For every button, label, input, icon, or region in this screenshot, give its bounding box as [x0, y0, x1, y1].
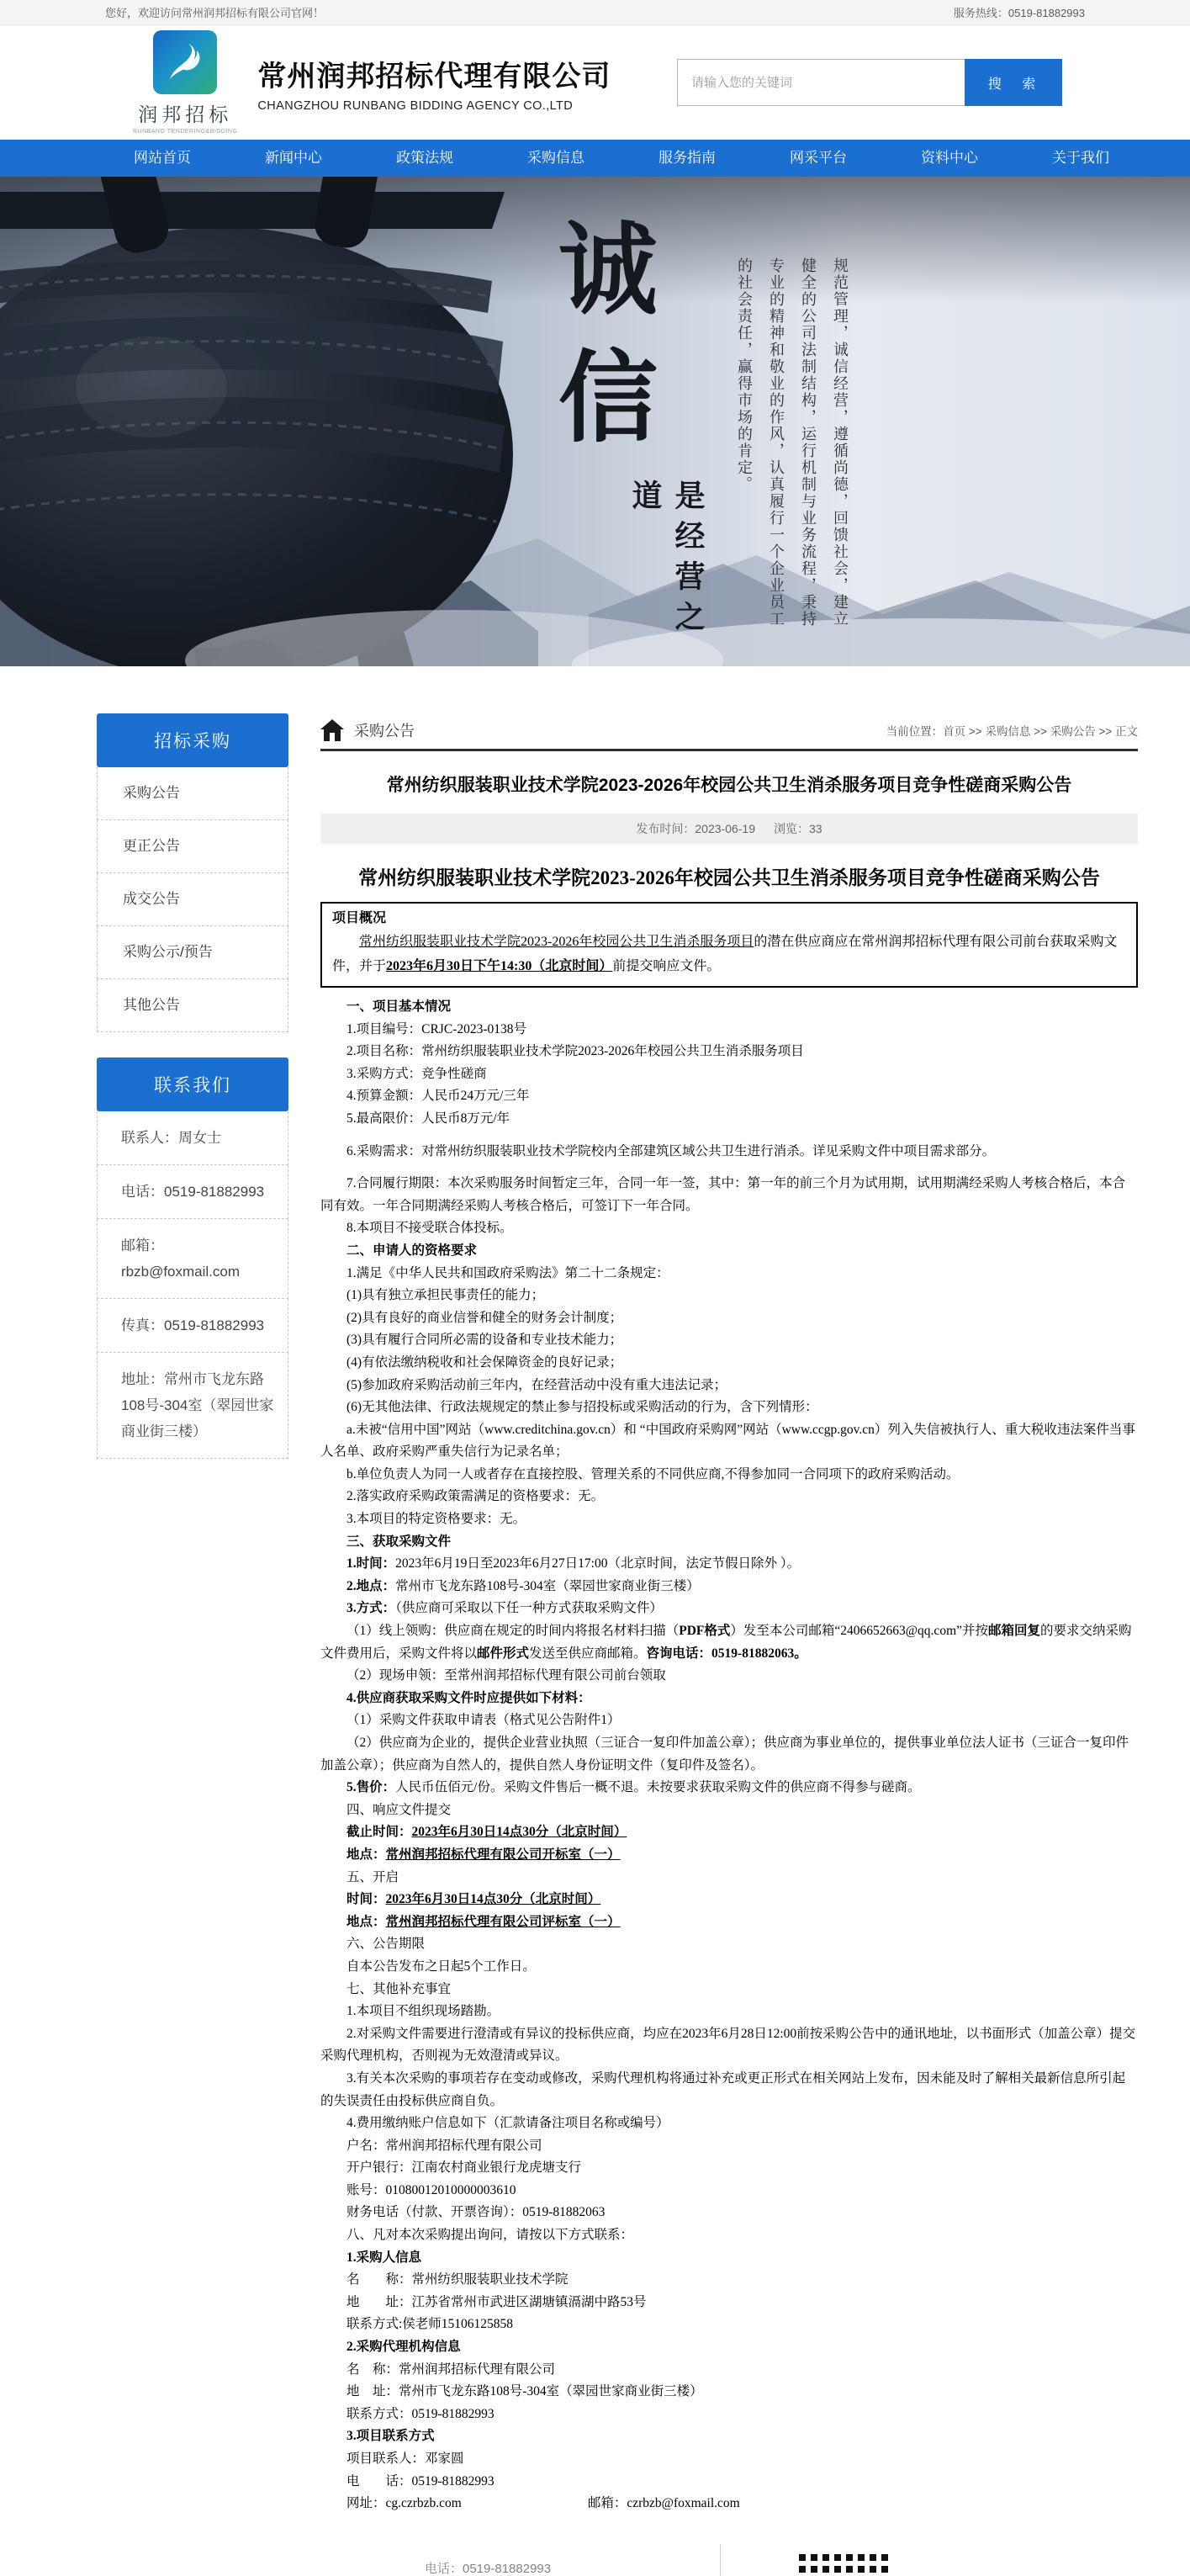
article-body [320, 996, 1138, 2547]
sidebar-item[interactable]: 成交公告 [97, 873, 288, 926]
article-line: 联系方式：0519-81882993 [346, 2406, 495, 2421]
article-line: 财务电话（付款、开票咨询）：0519-81882063 [346, 2205, 606, 2220]
breadcrumb-separator: >> [1095, 725, 1115, 738]
site-header [0, 25, 1190, 140]
breadcrumb-link[interactable]: 采购公告 [1050, 725, 1096, 738]
overview-box-title: 项目概况 [332, 911, 387, 925]
article-line: 网址：cg.czrbzb.com 邮箱：czrbzb@foxmail.com [346, 2496, 740, 2511]
search-bar [677, 59, 1062, 106]
article-line: （1）采购文件获取申请表（格式见公告附件1） [346, 1713, 621, 1728]
breadcrumb-link[interactable]: 首页 [943, 725, 966, 738]
nav-item[interactable]: 资料中心 [921, 150, 978, 166]
article-line: 开户银行：江南农村商业银行龙虎塘支行 [346, 2160, 582, 2176]
article-line: 4.预算金额：人民币24万元/三年 [346, 1089, 530, 1104]
article-line: 2.项目名称：常州纺织服装职业技术学院2023-2026年校园公共卫生消杀服务项目 [346, 1044, 804, 1059]
article-line: 一、项目基本情况 [346, 999, 452, 1014]
article-line: 1.采购人信息 [346, 2250, 422, 2265]
article-line: 1.满足《中华人民共和国政府采购法》第二十二条规定： [346, 1265, 669, 1280]
logo-text: 润邦招标 [138, 103, 233, 125]
nav-item[interactable]: 新闻中心 [265, 150, 322, 166]
footer-divider [720, 2544, 721, 2576]
sidebar [97, 713, 288, 1459]
breadcrumb-link: 正文 [1115, 725, 1138, 738]
article-line: (2)具有良好的商业信誉和健全的财务会计制度； [346, 1310, 623, 1325]
article-line: 名 称：常州纺织服装职业技术学院 [346, 2272, 569, 2287]
article-line: 名 称：常州润邦招标代理有限公司 [346, 2361, 556, 2377]
company-name-block [257, 53, 611, 113]
article-line: 1.本项目不组织现场踏勘。 [346, 2004, 500, 2019]
logo[interactable] [133, 30, 237, 135]
nav-item[interactable]: 网采平台 [790, 150, 847, 166]
nav-item[interactable]: 服务指南 [658, 150, 716, 166]
breadcrumb-prefix: 当前位置： [886, 725, 944, 738]
nav-item[interactable]: 关于我们 [1052, 150, 1109, 166]
search-input[interactable] [677, 59, 965, 106]
article-line: 联系方式:侯老师15106125858 [346, 2317, 514, 2332]
article-line: 四、响应文件提交 [346, 1802, 452, 1817]
article-line: (3)具有履行合同所必需的设备和专业技术能力； [346, 1333, 623, 1348]
sidebar-menu-title: 招标采购 [97, 713, 288, 767]
article-line: 地 址：江苏省常州市武进区湖塘镇滆湖中路53号 [346, 2294, 647, 2309]
company-name-en: CHANGZHOU RUNBANG BIDDING AGENCY CO.,LTD [257, 98, 574, 113]
sidebar-menu [97, 767, 288, 1032]
article-line: 七、其他补充事宜 [346, 1981, 452, 1996]
main-nav [0, 140, 1190, 177]
article-line: （2）供应商为企业的，提供企业营业执照（三证合一复印件加盖公章）；供应商为事业单位的，提供事业单位法人证书（三证合一复印件加盖公章）；供应商为自然人的，提供自然人身份证明文件（复印件及签名）。 [320, 1736, 1129, 1773]
breadcrumb-separator: >> [965, 725, 986, 738]
banner-mission-text: 规范管理，诚信经营，遵循尚德，回馈社会，建立健全的公司法制结构，运行机制与业务流程，秉持专业的精神和敬业的作风，认真履行一个企业员工的社会责任，赢得市场的肯定。 [736, 257, 849, 628]
project-overview-box [320, 902, 1138, 988]
contact-item: 地址：常州市飞龙东路108号-304室（翠园世家商业街三楼） [97, 1353, 288, 1459]
article-line: 3.有关本次采购的事项若存在变动或修改，采购代理机构将通过补充或更正形式在相关网站上发布，因未能及时了解相关最新信息所引起的失误责任由投标供应商自负。 [320, 2070, 1126, 2108]
view-count: 浏览：33 [774, 822, 822, 835]
article-line: 4.供应商获取采购文件时应提供如下材料： [346, 1690, 591, 1705]
hero-banner [0, 177, 1190, 666]
article-line: 3.项目联系方式 [346, 2429, 435, 2444]
article-line: 3.本项目的特定资格要求：无。 [346, 1512, 526, 1527]
article-line: （1）线上领购：供应商在规定的时间内将报名材料扫描（PDF格式）发至本公司邮箱“2406652663@qq.com”并按邮箱回复的要求交纳采购文件费用后，采购文件将以邮件形式发送至供应商邮箱。咨询电话：0519-81882063。 [320, 1624, 1132, 1661]
footer-phone: 电话：0519-81882993 [425, 2562, 552, 2576]
article-line: 三、获取采购文件 [346, 1534, 452, 1549]
breadcrumb-separator: >> [1030, 725, 1050, 738]
article-line: 3.采购方式：竞争性磋商 [346, 1066, 487, 1081]
contact-item: 传真：0519-81882993 [97, 1299, 288, 1353]
main-column [320, 713, 1138, 2547]
article-line: 六、公告期限 [346, 1937, 426, 1952]
search-button[interactable]: 搜 索 [965, 59, 1062, 106]
contact-panel [97, 1057, 288, 1459]
article-line: 1.时间：2023年6月19日至2023年6月27日17:00（北京时间，法定节假日除外 ）。 [346, 1556, 801, 1572]
contact-list [97, 1111, 288, 1459]
page-footer [0, 2526, 1190, 2576]
banner-slogan: 是经营之道 [628, 480, 705, 641]
sidebar-item[interactable]: 采购公示/预告 [97, 926, 288, 979]
article-line: 五、开启 [346, 1869, 399, 1884]
article-line: （2）现场申领：至常州润邦招标代理有限公司前台领取 [346, 1668, 666, 1683]
article-line: 5.最高限价：人民币8万元/年 [346, 1110, 510, 1126]
sidebar-item[interactable]: 其他公告 [97, 979, 288, 1032]
article-line: 1.项目编号：CRJC-2023-0138号 [346, 1021, 526, 1036]
nav-item[interactable]: 采购信息 [527, 150, 584, 166]
article-line: 八、凡对本次采购提出询问，请按以下方式联系： [346, 2228, 634, 2243]
article-line: b.单位负责人为同一人或者存在直接控股、管理关系的不同供应商,不得参加同一合同项下的政府采购活动。 [346, 1466, 960, 1481]
overview-paragraph: 常州纺织服装职业技术学院2023-2026年校园公共卫生消杀服务项目的潜在供应商应在常州润邦招标代理有限公司前台获取采购文件，并于2023年6月30日下午14:30（北京时间）前提交响应文件。 [332, 935, 1118, 973]
meta-bar [320, 814, 1138, 844]
article-title: 常州纺织服装职业技术学院2023-2026年校园公共卫生消杀服务项目竞争性磋商采购公告 [358, 867, 1100, 888]
breadcrumb-location [886, 722, 1138, 739]
article-line: 项目联系人：邓家圆 [346, 2451, 464, 2466]
sidebar-item[interactable]: 更正公告 [97, 820, 288, 873]
article-line: 账号：01080012010000003610 [346, 2182, 516, 2197]
home-icon[interactable] [320, 719, 344, 741]
article-line: 自本公告发布之日起5个工作日。 [346, 1959, 536, 1974]
banner-calligraphy: 诚信 [543, 217, 653, 473]
contact-item: 电话：0519-81882993 [97, 1165, 288, 1219]
company-name-cn: 常州润邦招标代理有限公司 [257, 60, 611, 93]
article-line: 3.方式：（供应商可采取以下任一种方式获取采购文件） [346, 1601, 663, 1616]
contact-item: 邮箱：rbzb@foxmail.com [97, 1219, 288, 1299]
nav-item[interactable]: 网站首页 [134, 150, 191, 166]
article-line: (6)无其他法律、行政法规规定的禁止参与招投标或采购活动的行为，含下列情形： [346, 1400, 818, 1415]
article-line: 地点：常州润邦招标代理有限公司评标室（一） [346, 1914, 621, 1929]
article-line: 2.采购代理机构信息 [346, 2340, 461, 2355]
divider-rule [320, 749, 1138, 751]
logo-subtext: RUNBANG TENDERING&BIDDING [133, 129, 238, 135]
breadcrumb-section: 采购公告 [354, 723, 415, 739]
article-line: a.未被“信用中国”网站（www.creditchina.gov.cn）和 “中国政府采购网”网站（www.ccgp.gov.cn）列入失信被执行人、重大税收违法案件当事人名单、政府采购严重失信行为记录名单； [320, 1422, 1135, 1460]
article-line: (1)具有独立承担民事责任的能力； [346, 1288, 545, 1303]
article-line: (4)有依法缴纳税收和社会保障资金的良好记录； [346, 1354, 623, 1370]
article-line: 截止时间：2023年6月30日14点30分（北京时间） [346, 1825, 627, 1840]
qr-code [799, 2551, 891, 2576]
article-line: 2.对采购文件需要进行澄清或有异议的投标供应商，均应在2023年6月28日12:00前按采购公告中的通讯地址，以书面形式（加盖公章）提交采购代理机构，否则视为无效澄清或异议。 [320, 2026, 1136, 2064]
article-line: 二、申请人的资格要求 [346, 1243, 478, 1258]
article-line: 2.地点：常州市飞龙东路108号-304室（翠园世家商业街三楼） [346, 1578, 700, 1593]
sidebar-item[interactable]: 采购公告 [97, 767, 288, 820]
article-line: 5.售价：人民币伍佰元/份。采购文件售后一概不退。未按要求获取采购文件的供应商不得参与磋商。 [346, 1780, 921, 1795]
page-title: 常州纺织服装职业技术学院2023-2026年校园公共卫生消杀服务项目竞争性磋商采购公告 [386, 776, 1072, 795]
top-bar [0, 0, 1190, 25]
publish-time: 发布时间：2023-06-19 [636, 822, 756, 835]
content-area [0, 666, 1190, 2547]
article-line: 2.落实政府采购政策需满足的资格要求：无。 [346, 1489, 605, 1504]
article-line: 8.本项目不接受联合体投标。 [346, 1221, 513, 1236]
logo-icon [153, 30, 217, 94]
article-line: 4.费用缴纳账户信息如下（汇款请备注项目名称或编号） [346, 2116, 669, 2131]
contact-item: 联系人：周女士 [97, 1111, 288, 1165]
article-line: 时间：2023年6月30日14点30分（北京时间） [346, 1892, 601, 1907]
article-line: (5)参加政府采购活动前三年内，在经营活动中没有重大违法记录； [346, 1377, 727, 1392]
breadcrumb-link[interactable]: 采购信息 [985, 725, 1031, 738]
article-line: 7.合同履行期限：本次采购服务时间暂定三年，合同一年一签，其中：第一年的前三个月为试用期，试用期满经采购人考核合格后，本合同有效。一年合同期满经采购人考核合格后，可签订下一年合同。 [320, 1176, 1126, 1213]
article-line: 6.采购需求：对常州纺织服装职业技术学院校内全部建筑区域公共卫生进行消杀。详见采购文件中项目需求部分。 [346, 1143, 996, 1158]
article-line: 户名：常州润邦招标代理有限公司 [346, 2138, 542, 2153]
welcome-text: 您好，欢迎访问常州润邦招标有限公司官网！ [105, 7, 325, 19]
article-line: 地 址：常州市飞龙东路108号-304室（翠园世家商业街三楼） [346, 2384, 703, 2399]
nav-item[interactable]: 政策法规 [396, 150, 453, 166]
article-line: 电 话：0519-81882993 [346, 2473, 495, 2489]
hotline-text: 服务热线：0519-81882993 [953, 7, 1085, 19]
breadcrumb [320, 713, 1138, 747]
article-line: 地点：常州润邦招标代理有限公司开标室（一） [346, 1847, 621, 1862]
contact-title: 联系我们 [97, 1057, 288, 1111]
